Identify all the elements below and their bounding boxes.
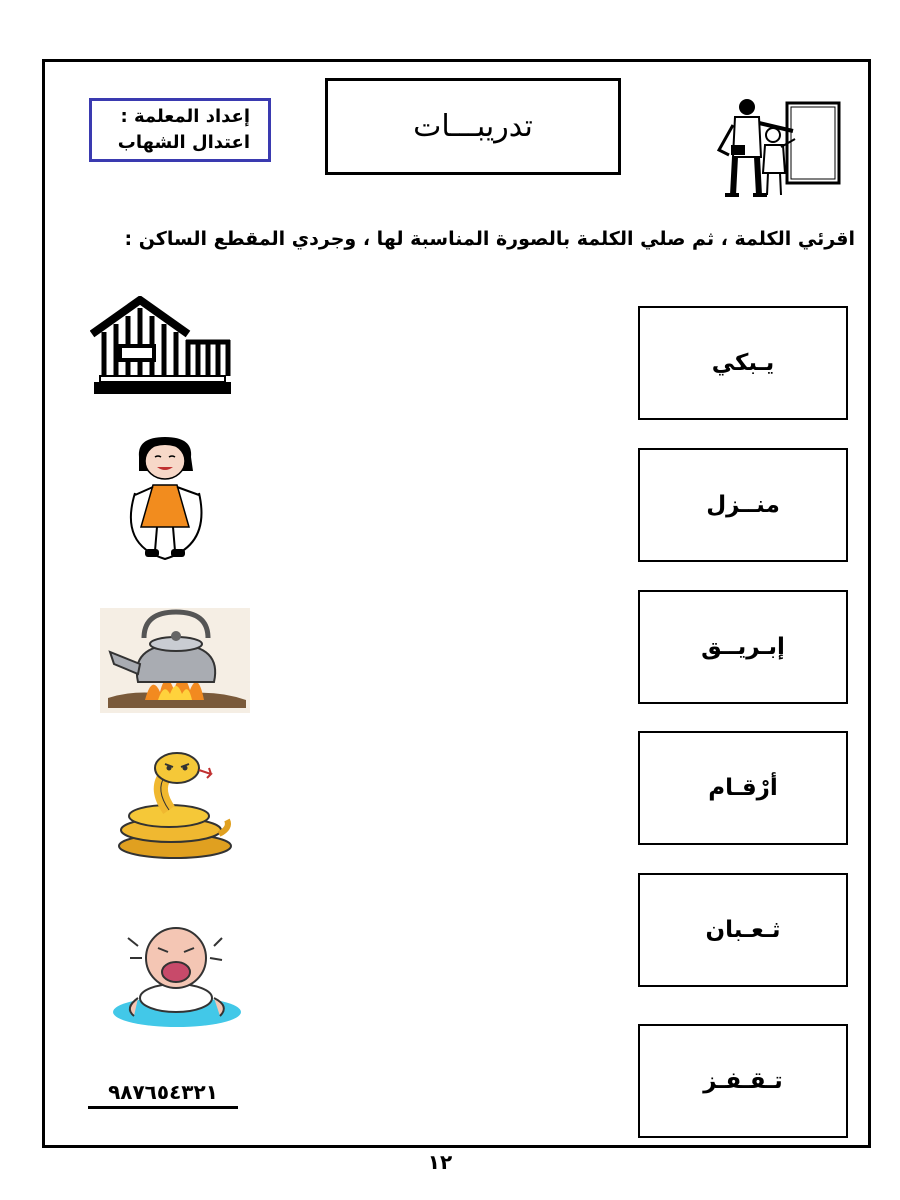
kettle-icon[interactable]	[100, 608, 250, 713]
teacher-board-icon	[705, 95, 845, 200]
word-label: إبـريــق	[701, 634, 785, 660]
author-name: اعتدال الشهاب	[117, 132, 250, 153]
word-label: تـقـفـز	[703, 1068, 783, 1094]
word-label: أرْقـام	[708, 775, 778, 801]
author-label: إعداد المعلمة :	[120, 106, 250, 127]
author-box	[89, 98, 271, 162]
word-box-5[interactable]	[638, 873, 848, 987]
crying-baby-icon[interactable]	[110, 918, 245, 1030]
word-label: يـبكي	[711, 350, 775, 376]
page-number: ١٢	[427, 1150, 453, 1174]
word-label: ثـعـبان	[705, 917, 781, 943]
jumping-girl-icon[interactable]	[115, 435, 220, 570]
word-box-2[interactable]	[638, 448, 848, 562]
word-box-3[interactable]	[638, 590, 848, 704]
title-box	[325, 78, 621, 175]
word-box-6[interactable]	[638, 1024, 848, 1138]
house-icon[interactable]	[90, 296, 235, 396]
digits-row: ٩٨٧٦٥٤٣٢١	[88, 1080, 238, 1109]
instruction-text: اقرئي الكلمة ، ثم صلي الكلمة بالصورة المناسبة لها ، وجردي المقطع الساكن :	[124, 228, 855, 250]
word-box-1[interactable]	[638, 306, 848, 420]
word-label: منــزل	[706, 492, 780, 518]
page-title: تدريبـــات	[413, 109, 533, 144]
snake-icon[interactable]	[115, 750, 235, 860]
word-box-4[interactable]	[638, 731, 848, 845]
